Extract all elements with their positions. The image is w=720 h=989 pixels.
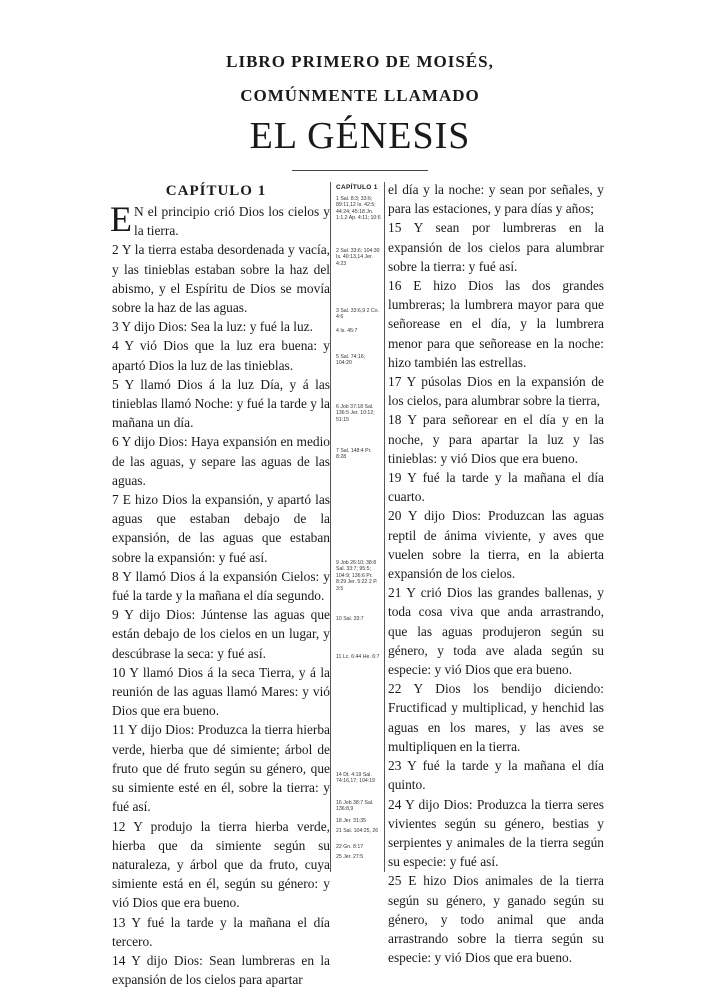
verse-1 xyxy=(110,199,330,240)
verse: 9 Y dijo Dios: Júntense las aguas que están debajo de los cielos en un lugar, y descúbrase la seca: y fué así. xyxy=(112,607,330,661)
cross-reference: 9 Job 26:10; 38:8 Sal. 33:7; 95:5; 104:9; 136:6 Pr. 8:29 Jer. 5:22 2 P. 3:5 xyxy=(336,560,378,592)
verse: 14 Y dijo Dios: Sean lumbreras en la expansión de los cielos para apartar xyxy=(112,952,330,988)
verse: 6 Y dijo Dios: Haya expansión en medio de las aguas, y separe las aguas de las aguas. xyxy=(112,434,330,488)
verse: 12 Y produjo la tierra hierba verde, hierba que da simiente según su naturaleza, y árbol que da fruto, cuya simiente está en él, según su género: y vió Dios que era bueno. xyxy=(112,818,330,911)
cross-reference: 14 Dt. 4:19 Sal. 74:16,17; 104:19 xyxy=(336,772,375,785)
verse: el día y la noche: y sean por señales, y para las estaciones, y para días y años; xyxy=(388,182,604,217)
verse: 8 Y llamó Dios á la expansión Cielos: y fué la tarde y la mañana el día segundo. xyxy=(112,568,330,604)
title-divider xyxy=(292,170,428,171)
verse: 11 Y dijo Dios: Produzca la tierra hierba verde, hierba que dé simiente; árbol de fruto que dé fruto según su género, que su simiente esté en él, sobre la tierra: y fué así. xyxy=(112,722,330,815)
verse: 18 Y para señorear en el día y en la noche, y para apartar la luz y las tinieblas: y vió Dios que era bueno. xyxy=(388,412,604,466)
verse: 15 Y sean por lumbreras en la expansión de los cielos para alumbrar sobre la tierra: y fué así. xyxy=(388,220,604,274)
left-column xyxy=(112,180,330,989)
cross-reference: 25 Jer. 27:5 xyxy=(336,854,364,860)
verse: 23 Y fué la tarde y la mañana el día quinto. xyxy=(388,758,604,793)
verse: 20 Y dijo Dios: Produzcan las aguas reptil de ánima viviente, y aves que vuelen sobre la tierra, en la abierta expansión de los cielos. xyxy=(388,508,604,582)
verse: 13 Y fué la tarde y la mañana el día tercero. xyxy=(112,914,330,949)
chapter-heading: CAPÍTULO 1 xyxy=(165,183,267,199)
verse-1-text: N el principio crió Dios los cielos y la tierra. xyxy=(134,204,330,239)
verse: 21 Y crió Dios las grandes ballenas, y toda cosa viva que anda arrastrando, que las aguas produjeron según su género, y toda ave alada según su especie: y vió Dios que era bueno. xyxy=(388,585,604,678)
cross-reference: 2 Sal. 33:6; 104:30 Is. 40:13,14 Jer. 4:23 xyxy=(336,248,380,267)
verse: 5 Y llamó Dios á la luz Día, y á las tinieblas llamó Noche: y fué la tarde y la mañana un día. xyxy=(112,376,330,431)
cross-reference: 21 Sal. 104:25, 26 xyxy=(336,828,379,834)
verse: 4 Y vió Dios que la luz era buena: y apartó Dios la luz de las tinieblas. xyxy=(112,338,330,373)
cross-reference: 4 Is. 45:7 xyxy=(336,328,358,334)
verse: 25 E hizo Dios animales de la tierra según su género, y ganado según su género, y todo animal que anda arrastrando sobre la tierra según su especie: y vió Dios que era bueno. xyxy=(388,873,604,966)
verse: 7 E hizo Dios la expansión, y apartó las aguas que estaban debajo de la expansión, de las aguas que estaban sobre la expansión: y fué así. xyxy=(112,492,330,565)
right-column xyxy=(388,180,604,967)
drop-cap: E xyxy=(110,199,132,239)
verse: 3 Y dijo Dios: Sea la luz: y fué la luz. xyxy=(112,319,313,335)
verse: 24 Y dijo Dios: Produzca la tierra seres vivientes según su género, bestias y serpientes y animales de la tierra según su especie: y fué así. xyxy=(388,796,604,870)
column-rule-right xyxy=(384,182,385,872)
reference-heading: CAPÍTULO 1 xyxy=(336,184,378,191)
cross-reference: 16 Job 38:7 Sal. 136:8,9 xyxy=(336,800,374,813)
cross-reference: 7 Sal. 148:4 Pr. 8:28 xyxy=(336,448,372,461)
book-title-line1: LIBRO PRIMERO DE MOISÉS, xyxy=(226,52,494,71)
verse: 22 Y Dios los bendijo diciendo: Fructificad y multiplicad, y henchid las aguas en los mares, y las aves se multipliquen en la tierra. xyxy=(388,681,604,754)
verse: 17 Y púsolas Dios en la expansión de los cielos, para alumbrar sobre la tierra, xyxy=(388,374,604,409)
column-rule-left xyxy=(330,182,331,872)
cross-reference: 5 Sal. 74:16; 104:20 xyxy=(336,354,366,367)
cross-reference: 10 Sal. 33:7 xyxy=(336,616,364,622)
verse: 10 Y llamó Dios á la seca Tierra, y á la reunión de las aguas llamó Mares: y vió Dios que era bueno. xyxy=(112,664,330,719)
verse: 19 Y fué la tarde y la mañana el día cuarto. xyxy=(388,470,604,505)
book-title: EL GÉNESIS xyxy=(249,115,471,157)
cross-reference: 18 Jer. 31:35 xyxy=(336,818,366,824)
cross-reference: 11 Lc. 6:44 He. 6:7 xyxy=(336,654,380,660)
cross-reference: 22 Gn. 8:17 xyxy=(336,844,364,850)
cross-reference: 3 Sal. 33:6,9 2 Co. 4:6 xyxy=(336,308,379,321)
cross-reference: 1 Sal. 8:3; 33:6; 89:11,12 Is. 42:5; 44:24; 45:18 Jn. 1:1,2 Ap. 4:11; 10:6 xyxy=(336,196,381,222)
verse: 16 E hizo Dios las dos grandes lumbreras; la lumbrera mayor para que señorease en el día, y la lumbrera menor para que señorease en la noche: hizo también las estrellas. xyxy=(388,278,604,370)
verse: 2 Y la tierra estaba desordenada y vacía, y las tinieblas estaban sobre la haz del abismo, y el Espíritu de Dios se movía sobre la haz de las aguas. xyxy=(112,242,330,316)
cross-reference: 6 Job 37:18 Sal. 136:5 Jer. 10:12; 51:15 xyxy=(336,404,375,423)
cross-reference-column xyxy=(334,182,382,870)
book-title-line2: COMÚNMENTE LLAMADO xyxy=(240,86,480,105)
